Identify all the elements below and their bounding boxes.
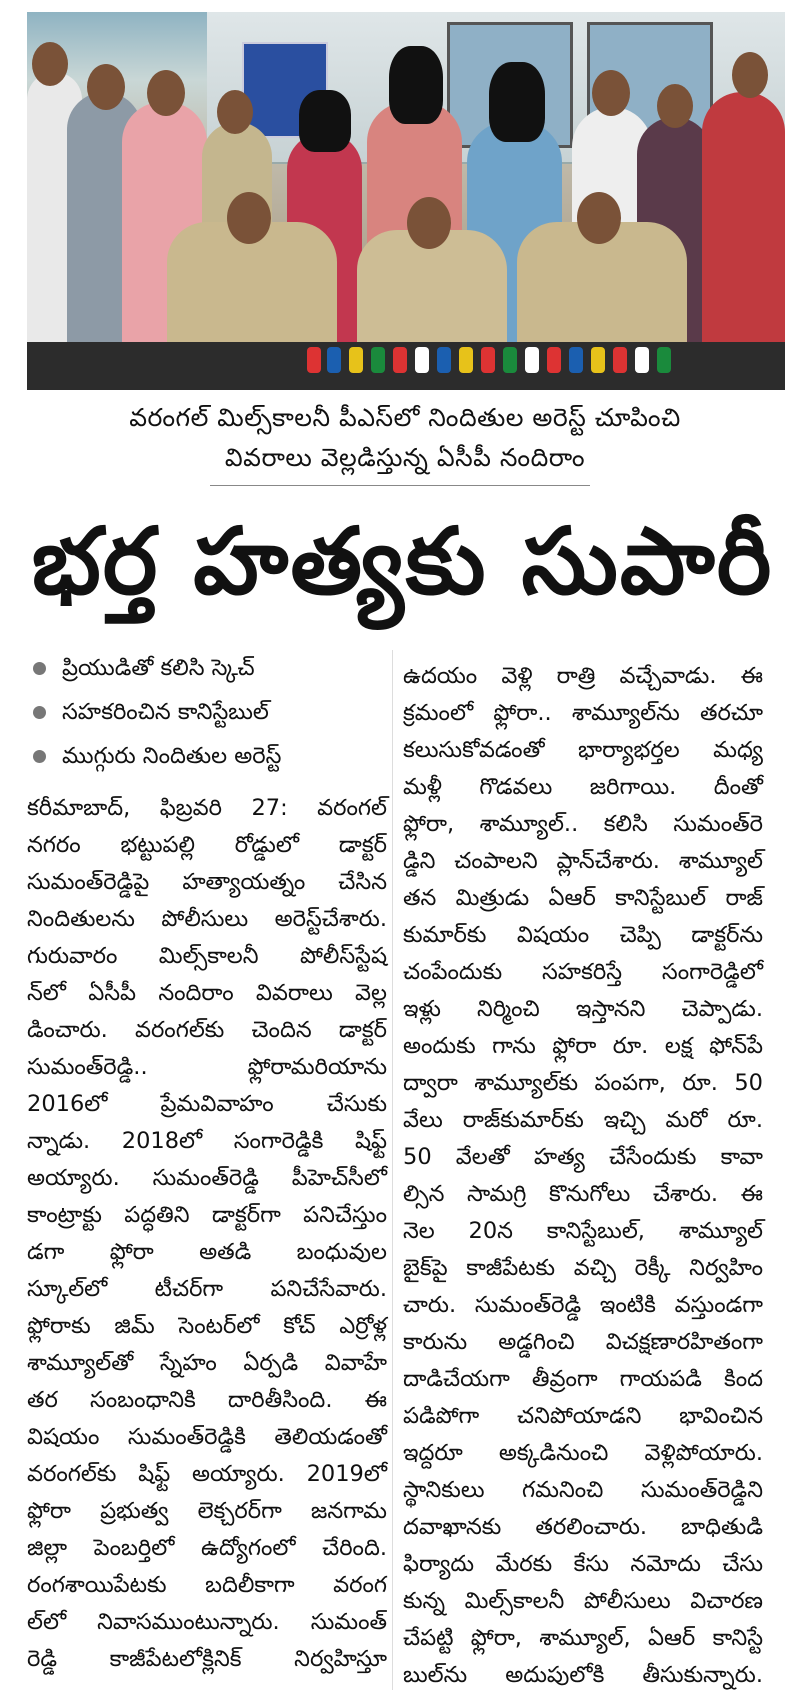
news-photo <box>27 12 785 390</box>
article-column-right <box>403 658 763 1694</box>
bullet-icon <box>33 750 46 763</box>
article-line: న్నాడు. 2018లో సంగారెడ్డికి షిఫ్ట్‌ <box>27 1128 387 1154</box>
article-line: 2016లో ప్రేమవివాహం చేసుకు <box>27 1091 387 1117</box>
microphone <box>547 347 561 373</box>
article-line: వేలు రాజ్‌కుమార్‌కు ఇచ్చి మరో రూ. <box>403 1107 763 1133</box>
article-line: అందుకు గాను ఫ్లోరా రూ. లక్ష ఫోన్‌పే <box>403 1033 763 1059</box>
bullet-text: ప్రియుడితో కలిసి స్కెచ్‌ <box>62 654 255 681</box>
article-line: నెల 20న కానిస్టేబుల్‌, శామ్యూల్‌ <box>403 1218 763 1244</box>
photo-masked-face <box>389 46 443 124</box>
microphone <box>327 347 341 373</box>
article-line: ద్వారా శామ్యూల్‌కు పంపగా, రూ. 50 <box>403 1070 763 1096</box>
article-line: దవాఖానకు తరలించారు. బాధితుడి <box>403 1514 763 1540</box>
article-line: కారును అడ్డగించి విచక్షణారహితంగా <box>403 1329 763 1355</box>
article-body-left <box>27 790 387 1678</box>
microphone <box>591 347 605 373</box>
article-line: న్‌లో ఏసీపీ నందిరాం వివరాలు వెల్ల <box>27 980 387 1006</box>
article-line: స్కూల్‌లో టీచర్‌గా పనిచేసేవారు. <box>27 1276 387 1302</box>
microphone <box>657 347 671 373</box>
bullet-text: ముగ్గురు నిందితుల అరెస్ట్‌ <box>62 742 282 769</box>
photo-face <box>592 70 630 116</box>
article-line: ఫ్లోరాకు జిమ్‌ సెంటర్‌లో కోచ్‌ ఎర్రోళ్ల <box>27 1313 387 1339</box>
photo-masked-face <box>489 62 545 142</box>
microphone <box>371 347 385 373</box>
article-line: పడిపోగా చనిపోయాడని భావించిన <box>403 1403 763 1429</box>
photo-face <box>577 192 621 244</box>
bullet-point <box>27 734 387 778</box>
article-line: శామ్యూల్‌తో స్నేహం ఏర్పడి వివాహే <box>27 1350 387 1376</box>
article-column-left <box>27 646 387 1678</box>
microphone <box>481 347 495 373</box>
bullet-point <box>27 690 387 734</box>
article-line: సుమంత్‌రెడ్డిపై హత్యాయత్నం చేసిన <box>27 869 387 895</box>
photo-face <box>32 42 68 86</box>
article-line: క్రమంలో ఫ్లోరా.. శామ్యూల్‌ను తరచూ <box>403 700 763 726</box>
article-line: సుమంత్‌రెడ్డి.. ఫ్లోరామరియాను <box>27 1054 387 1080</box>
photo-face <box>732 52 768 98</box>
article-line: చారు. సుమంత్‌రెడ్డి ఇంటికి వస్తుండగా <box>403 1292 763 1318</box>
microphone <box>349 347 363 373</box>
article-line: జిల్లా పెంబర్తిలో ఉద్యోగంలో చేరింది. <box>27 1535 387 1561</box>
bullet-point <box>27 646 387 690</box>
article-line: కలుసుకోవడంతో భార్యాభర్తల మధ్య <box>403 737 763 763</box>
article-line: నగరం భట్టుపల్లి రోడ్డులో డాక్టర్‌ <box>27 832 387 858</box>
photo-face <box>407 197 451 249</box>
article-line: నిందితులను పోలీసులు అరెస్ట్‌చేశారు. <box>27 906 387 932</box>
article-line: తన మిత్రుడు ఏఆర్‌ కానిస్టేబుల్‌ రాజ్‌ <box>403 885 763 911</box>
microphone <box>503 347 517 373</box>
article-line: కాంట్రాక్టు పద్ధతిని డాక్టర్‌గా పనిచేస్తుం <box>27 1202 387 1228</box>
article-line: రంగశాయిపేటకు బదిలీకాగా వరంగ <box>27 1572 387 1598</box>
microphone <box>437 347 451 373</box>
article-line: ఇద్దరూ అక్కడినుంచి వెళ్లిపోయారు. <box>403 1440 763 1466</box>
article-line: ఫిర్యాదు మేరకు కేసు నమోదు చేసు <box>403 1551 763 1577</box>
article-line: వరంగల్‌కు షిఫ్ట్‌ అయ్యారు. 2019లో <box>27 1461 387 1487</box>
photo-caption-line: వరంగల్‌ మిల్స్‌కాలనీ పీఎస్‌లో నిందితుల అరెస్ట్‌ చూపించి <box>129 403 681 432</box>
article-line: బుల్‌ను అదుపులోకి తీసుకున్నారు. <box>403 1662 763 1688</box>
bullet-text: సహకరించిన కానిస్టేబుల్‌ <box>62 698 269 725</box>
caption-rule <box>210 485 590 486</box>
article-line: ఫ్లోరా, శామ్యూల్‌.. కలిసి సుమంత్‌రె <box>403 811 763 837</box>
article-line: అయ్యారు. సుమంత్‌రెడ్డి పీహెచ్‌సీలో <box>27 1165 387 1191</box>
article-line: 50 వేలతో హత్య చేసేందుకు కావా <box>403 1144 763 1170</box>
headline: భర్త హత్యకు సుపారీ <box>31 508 774 615</box>
bullet-icon <box>33 706 46 719</box>
article-line: మళ్లీ గొడవలు జరిగాయి. దీంతో <box>403 774 763 800</box>
article-line: రెడ్డి కాజీపేటలోక్లినిక్‌ నిర్వహిస్తూ <box>27 1646 387 1672</box>
article-line: దాడిచేయగా తీవ్రంగా గాయపడి కింద <box>403 1366 763 1392</box>
article-line: విషయం సుమంత్‌రెడ్డికి తెలియడంతో <box>27 1424 387 1450</box>
article-line: ల్‌లో నివాసముంటున్నారు. సుమంత్‌ <box>27 1609 387 1635</box>
article-line: ఉదయం వెళ్లి రాత్రి వచ్చేవాడు. ఈ <box>403 663 763 689</box>
column-divider <box>392 650 393 1690</box>
article-line: కున్న మిల్స్‌కాలనీ పోలీసులు విచారణ <box>403 1588 763 1614</box>
microphone <box>525 347 539 373</box>
microphone <box>635 347 649 373</box>
article-line: కరీమాబాద్‌, ఫిబ్రవరి 27: వరంగల్‌ <box>27 795 387 821</box>
article-line: బైక్‌పై కాజీపేటకు వచ్చి రెక్కీ నిర్వహిం <box>403 1255 763 1281</box>
article-line: స్థానికులు గమనించి సుమంత్‌రెడ్డిని <box>403 1477 763 1503</box>
microphone <box>393 347 407 373</box>
photo-face <box>227 192 271 244</box>
article-line: ఇళ్లు నిర్మించి ఇస్తానని చెప్పాడు. <box>403 996 763 1022</box>
article-line: గురువారం మిల్స్‌కాలనీ పోలీస్‌స్టేష <box>27 943 387 969</box>
article-line: కుమార్‌కు విషయం చెప్పి డాక్టర్‌ను <box>403 922 763 948</box>
article-line: చేపట్టి ఫ్లోరా, శామ్యూల్‌, ఏఆర్‌ కానిస్టే <box>403 1625 763 1651</box>
article-line: ల్సిన సామగ్రి కొనుగోలు చేశారు. ఈ <box>403 1181 763 1207</box>
photo-masked-face <box>299 90 351 152</box>
article-line: డగా ఫ్లోరా అతడి బంధువుల <box>27 1239 387 1265</box>
photo-face <box>217 90 253 134</box>
microphone <box>307 347 321 373</box>
article-line: తర సంబంధానికి దారితీసింది. ఈ <box>27 1387 387 1413</box>
microphone <box>459 347 473 373</box>
article-body-right <box>403 658 763 1694</box>
article-line: చంపేందుకు సహకరిస్తే సంగారెడ్డిలో <box>403 959 763 985</box>
article-line: డించారు. వరంగల్‌కు చెందిన డాక్టర్‌ <box>27 1017 387 1043</box>
microphone <box>569 347 583 373</box>
microphone <box>613 347 627 373</box>
article-line: ఫ్లోరా ప్రభుత్వ లెక్చరర్‌గా జనగామ <box>27 1498 387 1524</box>
microphone <box>415 347 429 373</box>
photo-face <box>87 64 125 110</box>
photo-face <box>657 84 693 128</box>
photo-caption-line: వివరాలు వెల్లడిస్తున్న ఏసీపీ నందిరాం <box>224 443 586 472</box>
photo-face <box>147 70 185 116</box>
bullet-icon <box>33 662 46 675</box>
article-line: డ్డిని చంపాలని ప్లాన్‌చేశారు. శామ్యూల్‌ <box>403 848 763 874</box>
